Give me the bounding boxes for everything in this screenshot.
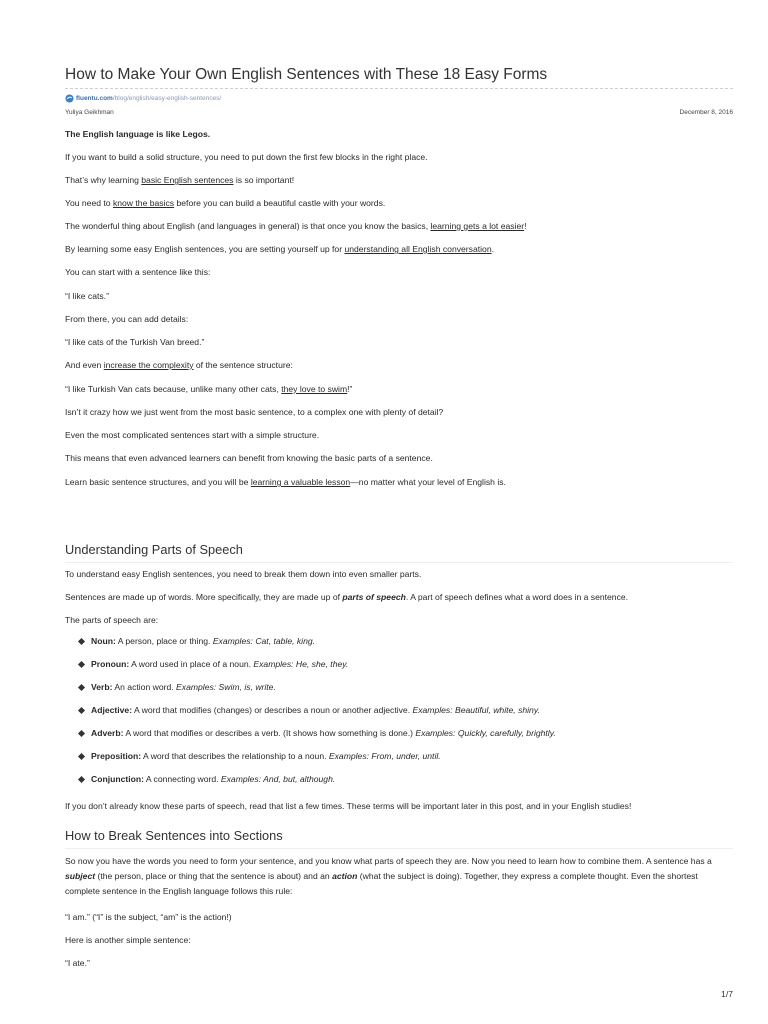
intro-paragraph: That’s why learning basic English sentences is so important!: [65, 175, 295, 185]
fluentu-logo-icon: [65, 94, 74, 103]
title-divider: [65, 88, 733, 89]
intro-paragraph: Even the most complicated sentences start with a simple structure.: [65, 430, 320, 440]
intro-paragraph: Isn’t it crazy how we just went from the most basic sentence, to a complex one with plenty of detail?: [65, 407, 444, 417]
bullet-diamond-icon: [78, 707, 85, 714]
link-increase-complexity[interactable]: increase the complexity: [103, 360, 194, 370]
intro-lead: The English language is like Legos.: [65, 129, 211, 139]
link-learning-gets-easier[interactable]: learning gets a lot easier: [430, 221, 525, 231]
bullet-diamond-icon: [78, 753, 85, 760]
section-paragraph: Here is another simple sentence:: [65, 935, 191, 945]
section-paragraph: Sentences are made up of words. More specifically, they are made up of parts of speech. A part of speech defines what a word does in a sentence.: [65, 592, 629, 602]
example-sentence: “I like Turkish Van cats because, unlike many other cats, they love to swim!”: [65, 384, 353, 394]
publish-date: December 8, 2016: [679, 109, 733, 116]
bullet-diamond-icon: [78, 684, 85, 691]
document-page: How to Make Your Own English Sentences with These 18 Easy Forms fluentu.com /blog/english/easy-english-sentences/ Yuliya Geikhman December 8, 2016 The English language is like Legos. If you want to build a solid structure, you need to put down the first few blocks in the right place. That’s why learning basic English sentences is so important! You need to know the basics before you can build a beautiful castle with your words. The wonderful thing about English (and languages in general) is that once you know the basics, learning gets a lot easier! By learning some easy English sentences, you are setting yourself up for understanding all English conversation. You can start with a sentence like this: “I like cats.” From there, you can add details: “I like cats of the Turkish Van breed.” And even increase the complexity of the sentence structure: “I like Turkish Van cats because, unlike many other cats, they love to swim!” Isn’t it crazy how we just went from the most basic sentence, to a complex one with plenty of detail? Even the most complicated sentences start with a simple structure. This means that even advanced learners can benefit from knowing the basic parts of a sentence. Learn basic sentence structures, and you will be learning a valuable lesson—no matter what your level of English is. Understanding Parts of Speech To understand easy English sentences, you need to break them down into even smaller parts. Sentences are made up of words. More specifically, they are made up of parts of speech. A part of speech defines what a word does in a sentence. The parts of speech are: Noun: A person, place or thing. Examples: Cat, table, king. Pronoun: A word used in place of a noun. Examples: He, she, they. Verb: An action word. Examples: Swim, is, write. Adjective: A word that modifies (changes) or describes a noun or another adjective. Examples: Beautiful, white, shiny. Adverb: A word that modifies or describes a verb. (It shows how something is done.) Examples: Quickly, carefully, brightly. Preposition: A word that describes the relationship to a noun. Examples: From, under, until. Conjunction: A connecting word. Examples: And, but, although. If you don’t already know these parts of speech, read that list a few times. These terms will be important later in this post, and in your English studies! How to Break Sentences into Sections So now you have the words you need to form your sentence, and you know what parts of speech they are. Now you need to learn how to combine them. A sentence has a subject (the person, place or thing that the sentence is about) and an action (what the subject is doing). Together, they express a complete thought. Even the shortest complete sentence in the English language follows this rule: “I am.” (“I” is the subject, “am” is the action!) Here is another simple sentence: “I ate.”: [65, 66, 733, 968]
section-divider: [65, 848, 733, 849]
section-heading-parts-of-speech: Understanding Parts of Speech: [65, 542, 243, 557]
source-path[interactable]: /blog/english/easy-english-sentences/: [112, 94, 222, 102]
intro-paragraph: If you want to build a solid structure, you need to put down the first few blocks in the right place.: [65, 152, 428, 162]
intro-paragraph: And even increase the complexity of the sentence structure:: [65, 360, 293, 370]
bullet-diamond-icon: [78, 776, 85, 783]
link-valuable-lesson[interactable]: learning a valuable lesson: [250, 477, 351, 487]
example-sentence: “I like cats.”: [65, 291, 109, 301]
page-number: 1/7: [721, 989, 733, 999]
section-paragraph: The parts of speech are:: [65, 615, 159, 625]
link-understanding-conversation[interactable]: understanding all English conversation: [344, 244, 492, 254]
section-paragraph: To understand easy English sentences, you need to break them down into even smaller parts.: [65, 569, 422, 579]
intro-paragraph: The wonderful thing about English (and languages in general) is that once you know the basics, learning gets a lot easier!: [65, 221, 527, 231]
intro-paragraph: Learn basic sentence structures, and you will be learning a valuable lesson—no matter what your level of English is.: [65, 477, 506, 487]
section-divider: [65, 562, 733, 563]
bullet-diamond-icon: [78, 661, 85, 668]
link-know-the-basics[interactable]: know the basics: [112, 198, 175, 208]
author-name: Yuliya Geikhman: [65, 109, 114, 116]
intro-paragraph: You need to know the basics before you can build a beautiful castle with your words.: [65, 198, 386, 208]
intro-paragraph: By learning some easy English sentences, you are setting yourself up for understanding all English conversation.: [65, 244, 494, 254]
section-heading-break-sentences: How to Break Sentences into Sections: [65, 828, 283, 843]
link-basic-english-sentences[interactable]: basic English sentences: [141, 175, 234, 185]
intro-paragraph: From there, you can add details:: [65, 314, 189, 324]
example-sentence: “I ate.”: [65, 958, 90, 968]
section-paragraph: If you don’t already know these parts of speech, read that list a few times. These terms will be important later in this post, and in your English studies!: [65, 801, 632, 811]
source-url[interactable]: [65, 92, 221, 104]
article-title: How to Make Your Own English Sentences with These 18 Easy Forms: [65, 66, 548, 83]
source-domain[interactable]: fluentu.com: [76, 94, 113, 102]
example-sentence: “I am.” (“I” is the subject, “am” is the action!): [65, 912, 232, 922]
link-they-love-to-swim[interactable]: they love to swim: [281, 384, 348, 394]
section-paragraph: So now you have the words you need to form your sentence, and you know what parts of speech they are. Now you need to learn how to combine them. A sentence has a subject (the person, place or thing that the sentence is about) and an action (what the subject is doing). Together, they express a complete thought. Even the shortest complete sentence in the English language follows this rule:: [65, 856, 712, 896]
bullet-diamond-icon: [78, 638, 85, 645]
intro-paragraph: You can start with a sentence like this:: [65, 267, 211, 277]
example-sentence: “I like cats of the Turkish Van breed.”: [65, 337, 205, 347]
bullet-diamond-icon: [78, 730, 85, 737]
intro-paragraph: This means that even advanced learners can benefit from knowing the basic parts of a sentence.: [65, 453, 433, 463]
